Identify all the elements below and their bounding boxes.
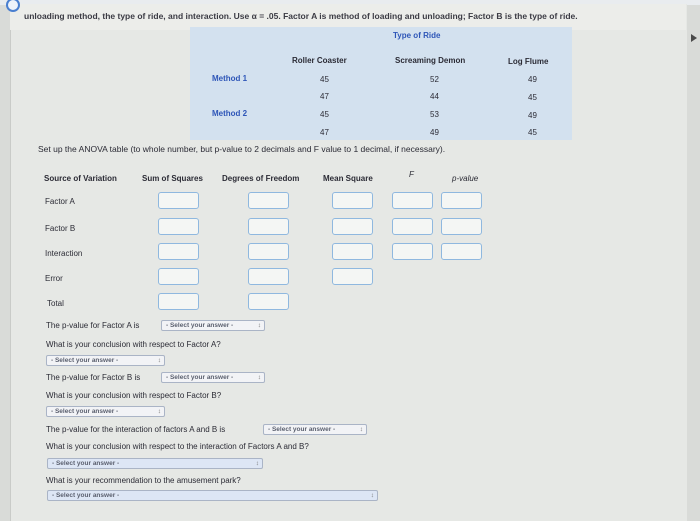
source-interaction: Interaction (45, 249, 83, 258)
anova-header-df: Degrees of Freedom (222, 174, 300, 183)
df-interaction-input[interactable] (248, 243, 289, 260)
conclusion-factor-a-select[interactable]: - Select your answer - ↕ (46, 355, 165, 366)
scroll-right-arrow-icon[interactable] (691, 34, 697, 42)
pvalue-interaction-input[interactable] (441, 243, 482, 260)
select-arrow-icon: ↕ (157, 408, 161, 415)
table-cell: 45 (320, 75, 329, 84)
conclusion-interaction-select[interactable]: - Select your answer - ↕ (47, 458, 263, 469)
ss-error-input[interactable] (158, 268, 199, 285)
pvalue-factor-b-input[interactable] (441, 218, 482, 235)
f-factor-b-input[interactable] (392, 218, 433, 235)
df-total-input[interactable] (248, 293, 289, 310)
table-cell: 45 (528, 128, 537, 137)
recommendation-select[interactable]: - Select your answer - ↕ (47, 490, 378, 501)
table-cell: 47 (320, 92, 329, 101)
pvalue-factor-a-select[interactable]: - Select your answer - ↕ (161, 320, 265, 331)
pvalue-factor-b-select[interactable]: - Select your answer - ↕ (161, 372, 265, 383)
table-cell: 45 (528, 93, 537, 102)
row-label-method-1: Method 1 (212, 74, 248, 83)
ride-data-table (190, 27, 572, 140)
df-factor-b-input[interactable] (248, 218, 289, 235)
select-arrow-icon: ↕ (370, 492, 374, 499)
table-cell: 53 (430, 110, 439, 119)
table-cell: 49 (528, 75, 537, 84)
ms-interaction-input[interactable] (332, 243, 373, 260)
question-conclusion-interaction: What is your conclusion with respect to the interaction of Factors A and B? (46, 442, 309, 451)
pvalue-factor-a-input[interactable] (441, 192, 482, 209)
df-error-input[interactable] (248, 268, 289, 285)
source-factor-b: Factor B (45, 224, 76, 233)
df-factor-a-input[interactable] (248, 192, 289, 209)
f-factor-a-input[interactable] (392, 192, 433, 209)
source-error: Error (45, 274, 63, 283)
ms-factor-b-input[interactable] (332, 218, 373, 235)
problem-intro-text: unloading method, the type of ride, and interaction. Use α = .05. Factor A is method of loading and unloading; Factor B is the type of ride. (24, 11, 578, 21)
select-arrow-icon: ↕ (255, 460, 259, 467)
select-arrow-icon: ↕ (157, 357, 161, 364)
conclusion-factor-b-select[interactable]: - Select your answer - ↕ (46, 406, 165, 417)
anova-header-source: Source of Variation (44, 174, 117, 183)
anova-header-ss: Sum of Squares (142, 174, 203, 183)
question-recommendation: What is your recommendation to the amusement park? (46, 476, 241, 485)
ms-factor-a-input[interactable] (332, 192, 373, 209)
ss-factor-b-input[interactable] (158, 218, 199, 235)
table-cell: 49 (430, 128, 439, 137)
f-interaction-input[interactable] (392, 243, 433, 260)
table-cell: 47 (320, 128, 329, 137)
select-arrow-icon: ↕ (257, 374, 261, 381)
anova-header-pvalue: p-value (452, 174, 479, 183)
source-total: Total (47, 299, 64, 308)
row-label-method-2: Method 2 (212, 109, 248, 118)
pvalue-interaction-select[interactable]: - Select your answer - ↕ (263, 424, 367, 435)
col-header-log-flume: Log Flume (508, 57, 549, 66)
select-arrow-icon: ↕ (359, 426, 363, 433)
question-pvalue-interaction: The p-value for the interaction of factors A and B is (46, 425, 226, 434)
table-cell: 49 (528, 111, 537, 120)
col-header-screaming-demon: Screaming Demon (395, 56, 466, 65)
table-cell: 44 (430, 92, 439, 101)
source-factor-a: Factor A (45, 197, 75, 206)
ss-total-input[interactable] (158, 293, 199, 310)
ss-factor-a-input[interactable] (158, 192, 199, 209)
anova-instructions: Set up the ANOVA table (to whole number, but p-value to 2 decimals and F value to 1 decimal, if necessary). (38, 144, 446, 154)
ss-interaction-input[interactable] (158, 243, 199, 260)
col-header-roller-coaster: Roller Coaster (292, 56, 347, 65)
type-of-ride-header: Type of Ride (393, 31, 441, 40)
question-pvalue-factor-a: The p-value for Factor A is (46, 321, 140, 330)
table-cell: 45 (320, 110, 329, 119)
question-conclusion-factor-a: What is your conclusion with respect to Factor A? (46, 340, 221, 349)
question-pvalue-factor-b: The p-value for Factor B is (46, 373, 141, 382)
ms-error-input[interactable] (332, 268, 373, 285)
anova-header-f: F (409, 170, 414, 179)
anova-header-ms: Mean Square (323, 174, 373, 183)
table-cell: 52 (430, 75, 439, 84)
question-conclusion-factor-b: What is your conclusion with respect to Factor B? (46, 391, 222, 400)
select-arrow-icon: ↕ (257, 322, 261, 329)
